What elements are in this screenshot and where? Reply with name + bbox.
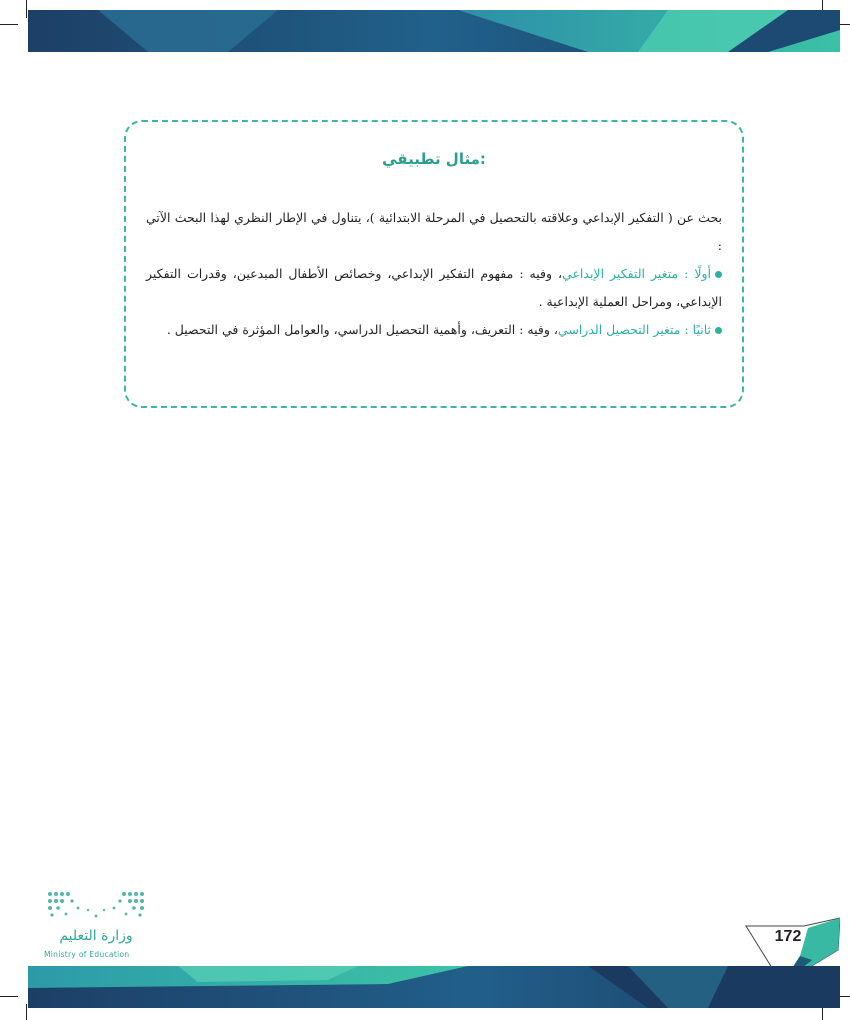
item-label: أولًا : متغير التفكير الإبداعي xyxy=(562,266,711,281)
item-label: ثانيًا : متغير التحصيل الدراسي xyxy=(557,322,711,337)
logo-dots-icon xyxy=(44,888,148,924)
item-text: ، وفيه : التعريف، وأهمية التحصيل الدراسي، والعوامل المؤثرة في التحصيل . xyxy=(166,322,558,337)
header-banner xyxy=(28,10,840,52)
footer-banner xyxy=(28,966,840,1008)
item-text: ، وفيه : مفهوم التفكير الإبداعي، وخصائص الأطفال المبدعين، وقدرات التفكير الإبداعي، ومراحل العملية الإبداعية . xyxy=(146,266,722,309)
crop-mark xyxy=(0,24,18,25)
example-title: مثال تطبيقي: xyxy=(382,150,486,168)
example-body xyxy=(146,204,722,344)
page-number: 172 xyxy=(774,928,802,945)
crop-mark xyxy=(26,0,27,18)
crop-mark xyxy=(0,996,18,997)
ministry-logo xyxy=(44,888,148,966)
bullet-icon xyxy=(715,327,722,334)
bullet-icon xyxy=(715,271,722,278)
list-item xyxy=(146,260,722,316)
example-box xyxy=(124,120,744,408)
logo-english-text: Ministry of Education xyxy=(44,950,130,959)
logo-arabic-text: وزارة التعليم xyxy=(59,928,133,944)
list-item xyxy=(146,316,722,344)
example-intro: بحث عن ( التفكير الإبداعي وعلاقته بالتحصيل في المرحلة الابتدائية )، يتناول في الإطار النظري لهذا البحث الآتي : xyxy=(146,210,722,253)
crop-mark xyxy=(26,1004,27,1020)
